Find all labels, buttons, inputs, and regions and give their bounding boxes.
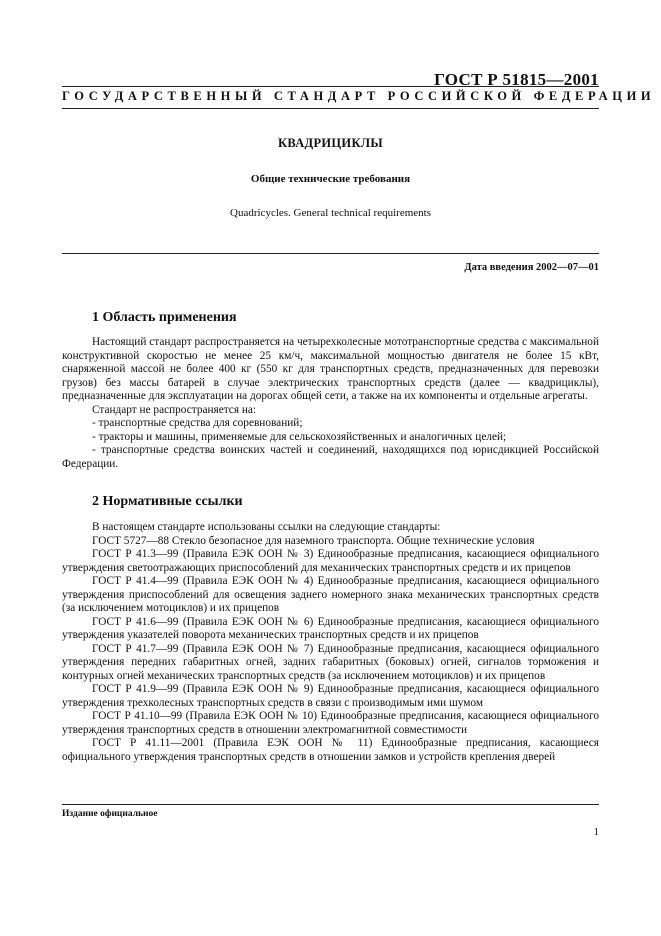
reference-gost-41-10: ГОСТ Р 41.10—99 (Правила ЕЭК ООН № 10) Единообразные предписания, касающиеся официального утверждения транспортных средств в отношении электромагнитной совместимости <box>62 710 599 736</box>
reference-gost-41-4: ГОСТ Р 41.4—99 (Правила ЕЭК ООН № 4) Единообразные предписания, касающиеся официального утверждения приспособлений для освещения заднего номерного знака механических транспортных средств (за исключением мотоциклов) и их прицепов <box>62 575 599 614</box>
reference-gost-41-3: ГОСТ Р 41.3—99 (Правила ЕЭК ООН № 3) Единообразные предписания, касающиеся официального утверждения светоотражающих приспособлений для механических транспортных средств и их прицепов <box>62 548 599 574</box>
section-1-list-item: - транспортные средства для соревнований; <box>92 417 303 429</box>
section-2-paragraph: В настоящем стандарте использованы ссылки на следующие стандарты: <box>92 521 441 533</box>
official-edition-label: Издание официальное <box>62 809 158 819</box>
introduction-date: Дата введения 2002—07—01 <box>464 262 599 273</box>
reference-gost-5727: ГОСТ 5727—88 Стекло безопасное для наземного транспорта. Общие технические условия <box>92 534 535 547</box>
document-number: ГОСТ Р 51815—2001 <box>434 70 599 89</box>
section-1-list-item: - транспортные средства воинских частей и соединений, находящихся под юрисдикцией Российской Федерации. <box>62 444 599 470</box>
reference-gost-41-6: ГОСТ Р 41.6—99 (Правила ЕЭК ООН № 6) Единообразные предписания, касающиеся официального утверждения указателей поворота механических транспортных средств и их прицепов <box>62 615 599 641</box>
date-rule <box>62 253 599 254</box>
footer-rule <box>62 804 599 805</box>
header-rule-bottom <box>62 108 599 109</box>
reference-gost-41-11: ГОСТ Р 41.11—2001 (Правила ЕЭК ООН № 11) Единообразные предписания, касающиеся официального утверждения транспортных средств в отношении замков и устройств крепления дверей <box>62 737 599 763</box>
section-2-body <box>62 521 599 764</box>
section-1-list-item: - тракторы и машины, применяемые для сельскохозяйственных и аналогичных целей; <box>92 430 507 443</box>
page-number: 1 <box>593 826 599 838</box>
document-subtitle: Общие технические требования <box>250 173 411 185</box>
document-english-title: Quadricycles. General technical requirements <box>230 207 431 219</box>
reference-gost-41-9: ГОСТ Р 41.9—99 (Правила ЕЭК ООН № 9) Единообразные предписания, касающиеся официального утверждения трехколесных транспортных средств в связи с производимым ими шумом <box>62 683 599 709</box>
section-1-heading: 1 Область применения <box>92 310 237 325</box>
header-rule-top <box>62 86 599 87</box>
section-1-paragraph: Стандарт не распространяется на: <box>92 403 257 416</box>
document-title: КВАДРИЦИКЛЫ <box>278 136 383 150</box>
section-1-paragraph: Настоящий стандарт распространяется на четырехколесные мототранспортные средства с максимальной конструктивной скоростью не менее 25 км/ч, максимальной мощностью двигателя не более 15 кВт, снаряженной массой не более 400 кг (550 кг для транспортных средств, предназначенных для перевозки грузов) без массы батарей в случае электрических транспортных средств (далее — квадрициклы), предназначенные для эксплуатации на дорогах общей сети, а также на их компоненты и отдельные агрегаты. <box>62 336 599 402</box>
state-standard-title: ГОСУДАРСТВЕННЫЙ СТАНДАРТ РОССИЙСКОЙ ФЕДЕРАЦИИ <box>62 89 656 103</box>
section-2-heading: 2 Нормативные ссылки <box>92 494 243 509</box>
section-1-body <box>62 336 599 471</box>
reference-gost-41-7: ГОСТ Р 41.7—99 (Правила ЕЭК ООН № 7) Единообразные предписания, касающиеся официального утверждения передних габаритных огней, задних габаритных (боковых) огней, сигналов торможения и контурных огней механических транспортных средств (за исключением мотоциклов) и их прицепов <box>62 642 599 682</box>
